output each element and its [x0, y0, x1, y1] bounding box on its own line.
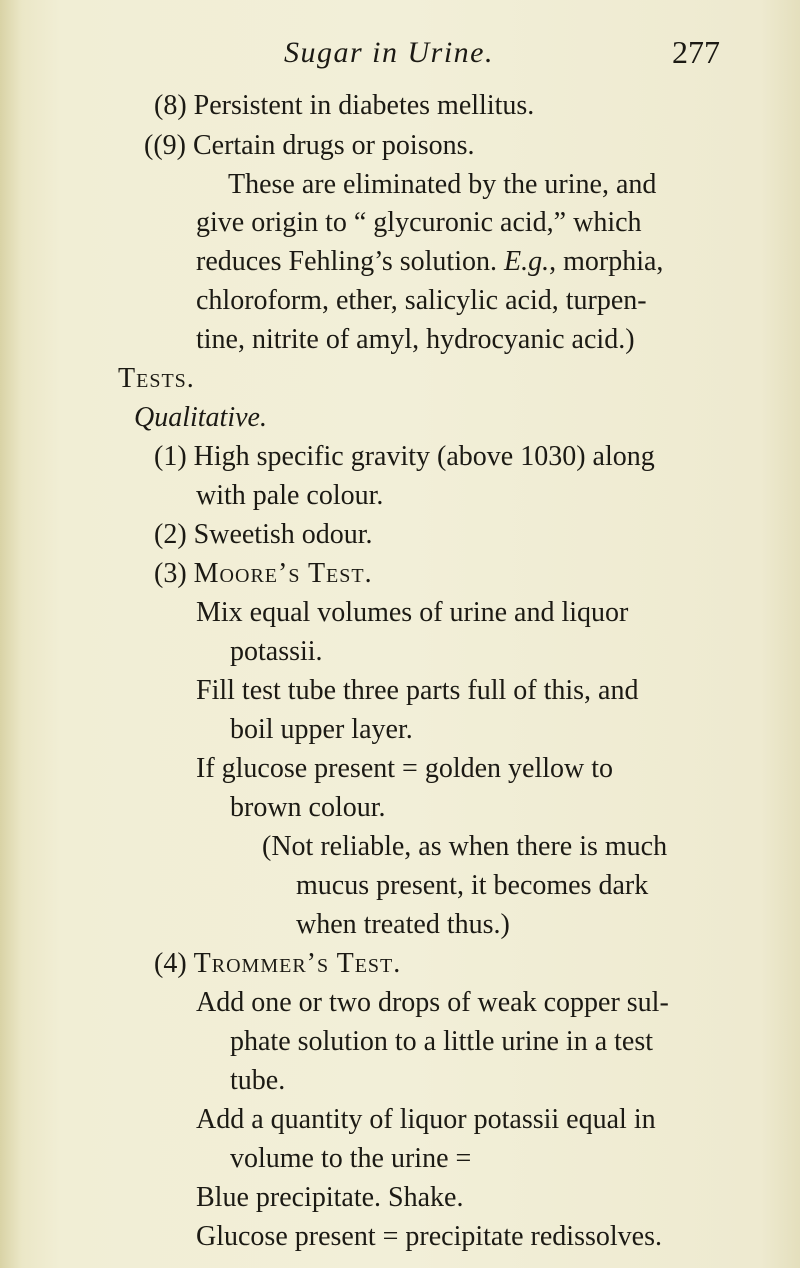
- text-line: (Not reliable, as when there is much: [262, 831, 668, 862]
- italic-abbrev: E.g.: [503, 246, 550, 277]
- text-line: potassii.: [230, 636, 323, 667]
- text-line: [196, 244, 663, 280]
- text-line: These are eliminated by the urine, and: [228, 169, 657, 200]
- page-number: 277: [672, 34, 720, 70]
- test-title: Trommer’s Test.: [193, 948, 402, 979]
- text-line: Glucose present = precipitate redissolves.: [196, 1221, 662, 1252]
- text-line: ((9) Certain drugs or poisons.: [144, 130, 475, 161]
- text-span: reduces Fehling’s solution.: [196, 246, 504, 277]
- test-title: Moore’s Test.: [193, 558, 373, 589]
- text-line: volume to the urine =: [230, 1143, 472, 1174]
- section-heading: Tests.: [118, 363, 195, 394]
- text-line: Fill test tube three parts full of this, and: [196, 675, 639, 706]
- text-line: Mix equal volumes of urine and liquor: [196, 597, 629, 628]
- running-header: Sugar in Urine.: [284, 36, 494, 69]
- text-line: [154, 556, 373, 592]
- text-line: If glucose present = golden yellow to: [196, 753, 614, 784]
- text-line: when treated thus.): [296, 909, 510, 940]
- subsection-heading: Qualitative.: [134, 402, 267, 433]
- text-line: brown colour.: [230, 792, 386, 823]
- text-line: Blue precipitate. Shake.: [196, 1182, 464, 1213]
- text-line: (8) Persistent in diabetes mellitus.: [154, 90, 535, 121]
- text-line: give origin to “ glycuronic acid,” which: [196, 207, 642, 238]
- text-line: phate solution to a little urine in a test: [230, 1026, 654, 1057]
- text-line: mucus present, it becomes dark: [296, 870, 649, 901]
- text-line: (2) Sweetish odour.: [154, 519, 373, 550]
- text-line: Add one or two drops of weak copper sul-: [196, 987, 669, 1018]
- text-span: , morphia,: [549, 246, 664, 277]
- text-line: boil upper layer.: [230, 714, 413, 745]
- text-line: Add a quantity of liquor potassii equal in: [196, 1104, 656, 1135]
- text-span: (3): [154, 558, 194, 589]
- text-line: (1) High specific gravity (above 1030) along: [154, 441, 655, 472]
- text-line: with pale colour.: [196, 480, 384, 511]
- text-line: tine, nitrite of amyl, hydrocyanic acid.): [196, 324, 635, 355]
- text-span: (4): [154, 948, 194, 979]
- text-line: [154, 946, 401, 982]
- text-line: chloroform, ether, salicylic acid, turpen-: [196, 285, 647, 316]
- text-line: tube.: [230, 1065, 286, 1096]
